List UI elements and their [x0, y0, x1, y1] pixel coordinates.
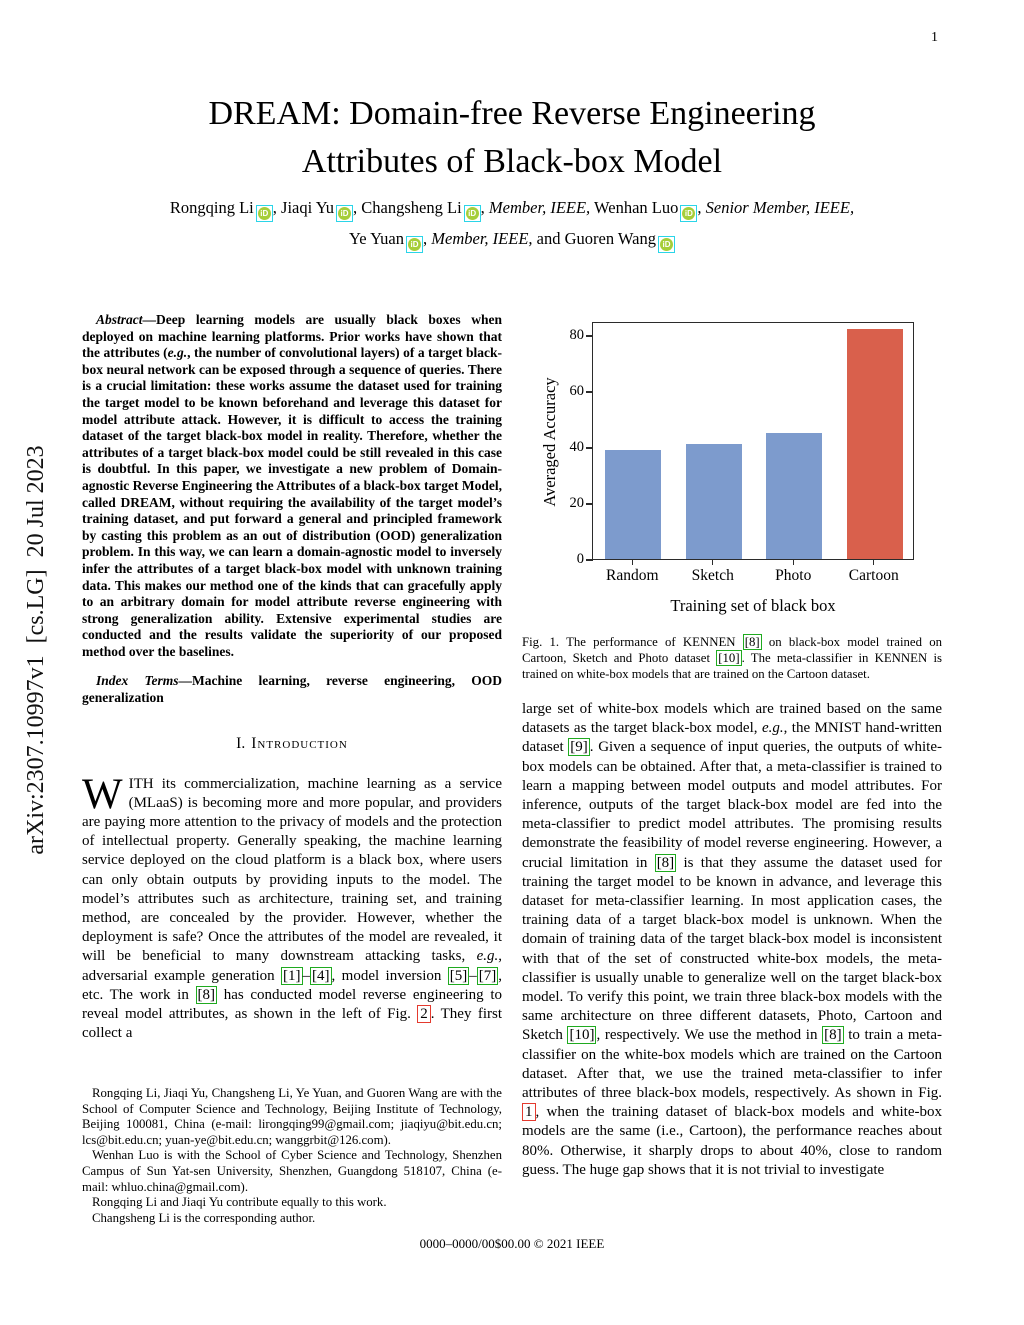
x-tick-label: Photo	[775, 567, 812, 584]
italic-text: Member, IEEE,	[488, 198, 591, 217]
right-column-paragraph: large set of white-box models which are trained based on the same datasets as the target black-box model, e.g., the MNIST hand-written dataset [9] . Given a sequence of input queries, the outputs of white-box models can be obtained. After that, a meta-classifier is trained to learn a mapping between model outputs and model attributes. For inference, outputs of the target black-box model are fed into the meta-classifier to predict model attributes. The promising results demonstrate the feasibility of model reverse engineering. However, a crucial limitation in [8] is that they assume the dataset used for training the target model to be known in advance, and leverage this dataset for meta-classifier learning. In most application cases, the training data of a target black-box model is unknown. When the domain of training data of the target black-box model is inconsistent with that of the set of constructed white-box models, the meta-classifier is usually unable to generalize well on the target black-box model. To verify this point, we train three black-box models with the same architecture on three different datasets, Photo, Cartoon and Sketch [10] , respectively. We use the method in [8] to train a meta-classifier on the white-box models which are trained on the Cartoon dataset. After that, we use the trained meta-classifier to infer attributes of three black-box models, respectively. As shown in Fig. 1 , when the training dataset of black-box models and white-box models are the same (i.e., Cartoon), the performance reaches about 80%. Otherwise, it sharply drops to about 40%, close to random guess. The huge gap shows that it is not trivial to investigate	[522, 701, 942, 1178]
section-title: Introduction	[251, 734, 348, 752]
citation-link[interactable]: [5]	[449, 967, 468, 984]
y-tick-mark	[586, 447, 593, 448]
orcid-link[interactable]	[680, 205, 697, 222]
citation-link[interactable]: [10]	[718, 651, 740, 665]
figure-1-caption: Fig. 1. The performance of KENNEN [8] on black-box model trained on Cartoon, Sketch and Photo dataset [10] . The meta-classifier in KENNEN is trained on white-box models that are trained on the Cartoon dataset.	[522, 635, 943, 681]
right-column	[522, 312, 942, 1180]
citation-link[interactable]: [10]	[569, 1027, 595, 1044]
citation-link[interactable]: [8]	[656, 854, 675, 871]
abstract-paragraph: Abstract—Deep learning models are usually black boxes when deployed on machine learning platforms. Prior works have shown that the attributes (e.g., the number of convolutional layers) of a target black-box neural network can be exposed through a sequence of queries. There is a crucial limitation: these works assume the dataset used for training the target model to be known beforehand and leverage this dataset for model attribute attack. However, it is difficult to access the training dataset of the target black-box model in reality. Therefore, whether the attributes of a target black-box model could be still revealed in this case is doubtful. In this paper, we investigate a new problem of Domain-agnostic Reverse Engineering the Attributes of a black-box target Model, called DREAM, without requiring the availability of the target model’s training dataset, and put forward a general and principled framework by casting this problem as an out of distribution (OOD) generalization problem. In this way, we can learn a domain-agnostic model to inversely infer the attributes of a target black-box model with unknown training data. This makes our method one of the kinds that can gracefully apply to an arbitrary domain for model attribute reverse engineering with strong generalization ability. Extensive experimental studies are conducted and the results validate the superiority of our proposed method over the baselines.	[82, 312, 502, 659]
footnote-affiliation-2: Wenhan Luo is with the School of Cyber Science and Technology, Shenzhen Campus of Sun Yat-sen University, Shenzhen, Guangdong 518107, China (e-mail: whluo.china@gmail.com).	[82, 1148, 502, 1194]
y-tick-label: 60	[569, 383, 584, 399]
section-heading-introduction	[82, 735, 502, 753]
italic-text: e.g.	[167, 345, 188, 361]
paper-title-line2: Attributes of Black-box Model	[301, 142, 723, 180]
x-tick-label: Random	[605, 567, 659, 584]
citation-link[interactable]: [9]	[570, 739, 588, 756]
figure-ref-link[interactable]: 2	[417, 1005, 431, 1023]
orcid-link[interactable]	[256, 205, 273, 222]
figure-ref-link[interactable]: 1	[522, 1103, 536, 1121]
x-tick-mark	[712, 560, 713, 565]
x-tick-mark	[793, 560, 794, 565]
figure-1-bar-chart	[522, 314, 942, 624]
italic-text: Abstract	[96, 312, 143, 327]
left-column	[82, 312, 502, 1044]
orcid-link[interactable]	[406, 236, 423, 253]
copyright-footer: 0000–0000/00$00.00 © 2021 IEEE	[419, 1236, 605, 1251]
y-tick-mark	[586, 559, 593, 560]
bar-photo	[766, 433, 822, 559]
citation-link[interactable]: [8]	[824, 1027, 842, 1044]
author-list	[0, 192, 1024, 255]
footnote-affiliation-1: Rongqing Li, Jiaqi Yu, Changsheng Li, Ye Yuan, and Guoren Wang are with the School of Computer Science and Technology, Beijing Institute of Technology, Beijing 100081, China (e-mail: lirongqing99@gmail.com; jiaqiyu@bit.edu.cn; lcs@bit.edu.cn; yuan-ye@bit.edu.cn; wanggrbit@126.com).	[82, 1086, 502, 1147]
paper-title-line1: DREAM: Domain-free Reverse Engineering	[208, 95, 816, 132]
bar-sketch	[686, 444, 742, 559]
y-tick-mark	[586, 391, 593, 392]
orcid-icon: iD	[408, 238, 421, 251]
drop-cap: W	[82, 770, 123, 818]
citation-link[interactable]: [7]	[478, 967, 497, 984]
y-tick-label: 20	[569, 495, 584, 511]
footnote-corresponding-author: Changsheng Li is the corresponding author.	[92, 1210, 316, 1225]
y-axis-label: Averaged Accuracy	[540, 377, 559, 507]
citation-link[interactable]: [4]	[312, 967, 330, 984]
x-tick-label: Cartoon	[848, 567, 899, 584]
x-tick-label: Sketch	[691, 567, 734, 584]
orcid-icon: iD	[660, 238, 673, 251]
plot-area	[592, 322, 914, 560]
arxiv-sidebar-label: arXiv:2307.10997v1 [cs.LG] 20 Jul 2023	[23, 445, 49, 855]
orcid-icon: iD	[682, 207, 695, 220]
author-line-1: Rongqing Li iD , Jiaqi Yu iD , Changsheng Li iD , Member, IEEE, Wenhan Luo iD , Senior Member, IEEE,	[0, 192, 1024, 223]
x-tick-mark	[632, 560, 633, 565]
author-line-2: Ye Yuan iD , Member, IEEE, and Guoren Wang iD	[0, 223, 1024, 254]
y-tick-label: 40	[569, 439, 584, 455]
intro-paragraph	[82, 770, 503, 1044]
footnote-equal-contribution: Rongqing Li and Jiaqi Yu contribute equally to this work.	[92, 1195, 387, 1210]
page-number: 1	[931, 30, 938, 45]
y-tick-mark	[586, 335, 593, 336]
italic-text: e.g.	[761, 720, 784, 737]
italic-text: Senior Member, IEEE,	[705, 198, 855, 217]
orcid-link[interactable]	[658, 236, 675, 253]
paper-title	[0, 90, 1024, 185]
orcid-icon: iD	[466, 207, 479, 220]
y-tick-label: 80	[569, 327, 584, 343]
orcid-link[interactable]	[464, 205, 481, 222]
orcid-link[interactable]	[336, 205, 353, 222]
orcid-icon: iD	[258, 207, 271, 220]
citation-link[interactable]: [1]	[283, 967, 301, 984]
citation-link[interactable]: [8]	[197, 986, 216, 1003]
bar-random	[605, 450, 661, 559]
italic-text: Member, IEEE,	[431, 229, 533, 249]
bar-cartoon	[847, 329, 903, 559]
x-tick-mark	[873, 560, 874, 565]
citation-link[interactable]: [8]	[744, 635, 760, 649]
y-tick-label: 0	[576, 551, 584, 567]
index-terms: Index Terms—Machine learning, reverse engineering, OOD generalization	[82, 673, 502, 706]
italic-text: Index Terms	[96, 673, 179, 689]
orcid-icon: iD	[338, 207, 351, 220]
section-number: I.	[236, 734, 246, 752]
x-axis-label: Training set of black box	[670, 596, 836, 615]
y-tick-mark	[586, 503, 593, 504]
footnote-block	[82, 1086, 502, 1226]
intro-text: ITH its commercialization, machine learning as a service (MLaaS) is becoming more and more popular, and providers are paying more attention to the privacy of models and the protection of intellectual property. Generally speaking, the machine learning service deployed on the cloud platform is a black box, where users can only obtain outputs by providing inputs to the model. The model’s attributes such as architecture, training set, and training method, are concealed by the provider. However, whether the deployment is safe? Once the attributes of the model are revealed, it will be beneficial to many downstream attacking tasks, e.g., adversarial example generation [1] – [4] , model inversion [5] – [7] , etc. The work in [8] has conducted model reverse engineering to reveal model attributes, as shown in the left of Fig. 2 . They first collect a	[82, 775, 503, 1042]
italic-text: e.g.	[476, 948, 499, 965]
